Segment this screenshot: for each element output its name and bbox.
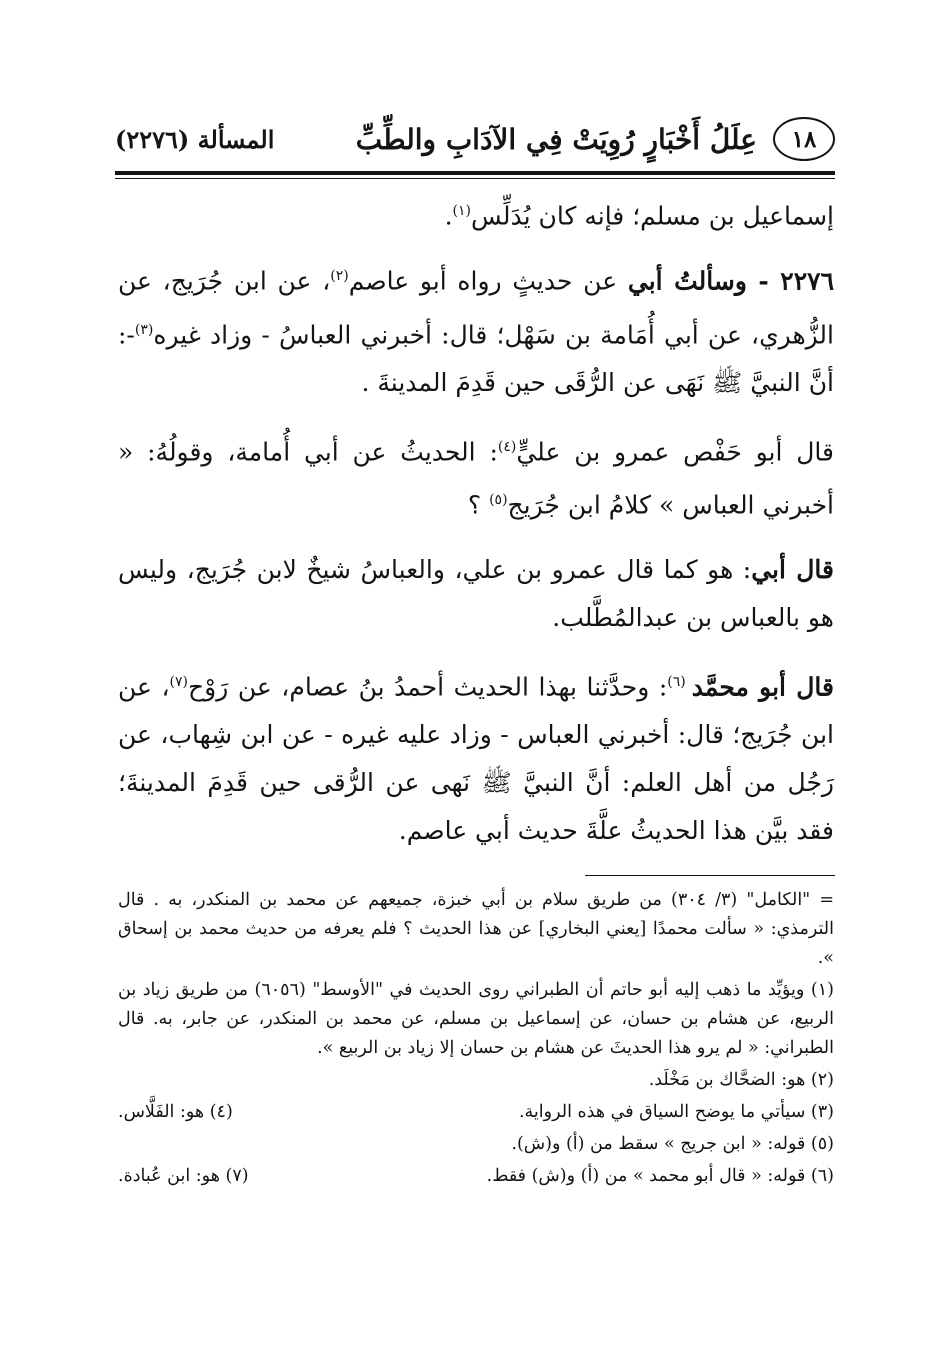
abu-hafs-paragraph (118, 423, 834, 530)
page-header (115, 110, 835, 168)
para2-text-2: : الحديثُ عن أبي أُمامة، وقولُهُ: « أخبرني العباس » كلامُ ابن جُرَيج (118, 437, 834, 520)
footnote-ref-6: (٦) (667, 673, 692, 690)
footnote-continuation: = "الكامل" (٣/ ٣٠٤) من طريق سلام بن أبي خبزة، جميعهم عن محمد بن المنكدر، به . قال الترمذي: « سألت محمدًا [يعني البخاري] عن هذا الحديث ؟ فلم يعرفه من حديث محمد بن إسحاق ». (118, 890, 834, 968)
footnote-ref-2: (٢) (330, 268, 349, 285)
footnote-ref-7: (٧) (169, 673, 189, 690)
main-text (118, 187, 834, 871)
header-rule-thin (115, 178, 835, 179)
footnote-ref-5: (٥) (489, 492, 508, 509)
header-rule-thick (115, 171, 835, 175)
footnote-row-3-4 (118, 1098, 834, 1127)
issue-text-3: -: أنَّ النبيَّ ﷺ نَهَى عن الرُّقَى حين قَدِمَ المدينةَ . (118, 319, 834, 397)
issue-number: ٢٢٧٦ - وسألتُ أبي (627, 266, 834, 296)
abi-answer-paragraph (118, 546, 834, 642)
footnote-row-2 (118, 1066, 834, 1095)
issue-label: المسألة (٢٢٧٦) (115, 124, 275, 154)
issue-text-1: عن حديثٍ رواه أبو عاصم (348, 266, 628, 296)
abu-muhammad-paragraph (118, 658, 834, 855)
footnote-ref-3: (٣) (134, 321, 154, 338)
footnotes (118, 886, 834, 1194)
para3-lead: قال أبي (751, 554, 834, 584)
footnote-6: (٦) قوله: « قال أبو محمد » من (أ) و(ش) فقط. (486, 1166, 834, 1186)
issue-paragraph (118, 252, 834, 407)
continuation-text: إسماعيل بن مسلم؛ فإنه كان يُدَلِّس (470, 201, 834, 231)
footnote-2: (٢) هو: الضحَّاك بن مَخْلَد. (648, 1070, 834, 1090)
footnote-5: (٥) قوله: « ابن جريج » سقط من (أ) و(ش). (511, 1134, 834, 1154)
para2-text-1: قال أبو حَفْص عمرو بن عليٍّ (516, 437, 834, 467)
para3-text: : هو كما قال عمرو بن علي، والعباسُ شيخٌ لابن جُرَيج، وليس هو بالعباس بن عبدالمُطَّلب. (118, 554, 834, 632)
book-title: عِلَلُ أَخْبَارٍ رُوِيَتْ فِي الآدَابِ والطِّبِّ (355, 122, 757, 156)
issue-text-2: ، عن ابن جُرَيج، عن الزُّهري، عن أبي أُمَامة بن سَهْل؛ قال: أخبرني العباسُ - وزاد غيره (118, 266, 834, 349)
para2-text-3: ؟ (467, 490, 490, 520)
continuation-paragraph: إسماعيل بن مسلم؛ فإنه كان يُدَلِّس$^{(١)}$. (444, 201, 834, 231)
page-number: ١٨ (773, 117, 835, 161)
footnote-separator (585, 875, 835, 876)
footnote-3: (٣) سيأتي ما يوضح السياق في هذه الرواية. (518, 1102, 834, 1122)
footnote-4: (٤) هو: الفَلَّاس. (118, 1102, 233, 1122)
para4-text-1: : وحدَّثنا بهذا الحديث أحمدُ بنُ عصام، عن رَوْح (188, 671, 668, 701)
footnote-row-6-7 (118, 1162, 834, 1191)
footnote-ref-1: (١) (452, 203, 471, 219)
para4-lead: قال أبو محمَّد (691, 671, 834, 701)
para4-text-2: ، عن ابن جُرَيج؛ قال: أخبرني العباس - وزاد عليه غيره - عن ابن شِهاب، عن رَجُل من أهل العلم: أنَّ النبيَّ ﷺ نَهى عن الرُّقى حين قَدِمَ المدينةَ؛ فقد بيَّن هذا الحديثُ علَّةَ حديث أبي عاصم. (118, 671, 834, 845)
footnote-1: (١) ويؤيِّد ما ذهب إليه أبو حاتم أن الطبراني روى الحديث في "الأوسط" (٦٠٥٦) من طريق زياد بن الربيع، عن هشام بن حسان، عن إسماعيل بن مسلم، عن محمد بن المنكدر، عن جابر، به. قال الطبراني: « لم يرو هذا الحديثَ عن هشام بن حسان إلا زياد بن الربيع ». (118, 980, 834, 1058)
footnote-ref-4: (٤) (497, 438, 517, 455)
footnote-7: (٧) هو: ابن عُبادة. (118, 1166, 249, 1186)
